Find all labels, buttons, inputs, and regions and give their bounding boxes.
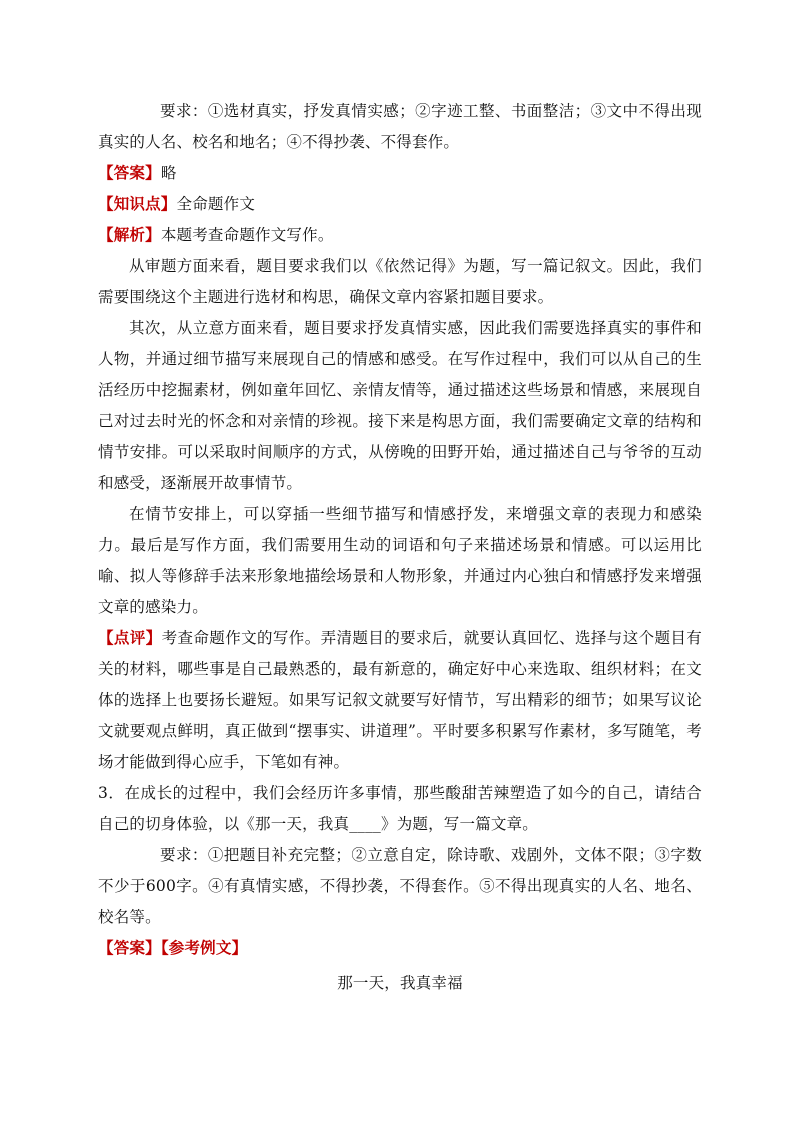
q2-comment (98, 623, 702, 778)
answer-tag: 【答案】 (98, 164, 161, 182)
essay-title: 那一天，我真幸福 (337, 974, 463, 992)
q2-answer (98, 158, 702, 189)
analysis-paragraph-1: 从审题方面来看，题目要求我们以《依然记得》为题，写一篇记叙文。因此，我们需要围绕这个主题进行选材和构思，确保文章内容紧扣题目要求。 (98, 257, 702, 306)
analysis-paragraph-3: 在情节安排上，可以穿插一些细节描写和情感抒发，来增强文章的表现力和感染力。最后是写作方面，我们需要用生动的词语和句子来描述场景和情感。可以运用比喻、拟人等修辞手法来形象地描绘场景和人物形象，并通过内心独白和情感抒发来增强文章的感染力。 (98, 505, 702, 616)
reference-essay-tag: 【参考例文】 (160, 939, 248, 957)
q2-analysis (98, 220, 702, 251)
analysis-paragraph-2: 其次，从立意方面来看，题目要求抒发真情实感，因此我们需要选择真实的事件和人物，并通过细节描写来展现自己的情感和感受。在写作过程中，我们可以从自己的生活经历中挖掘素材，例如童年回忆、亲情友情等，通过描述这些场景和情感，来展现自己对过去时光的怀念和对亲情的珍视。接下来是构思方面，我们需要确定文章的结构和情节安排。可以采取时间顺序的方式，从傍晚的田野开始，通过描述自己与爷爷的互动和感受，逐渐展开故事情节。 (98, 319, 702, 492)
q3-answer (98, 933, 702, 964)
answer-tag: 【答案】 (98, 939, 161, 957)
analysis-tag: 【解析】 (98, 226, 161, 244)
comment-tag: 【点评】 (98, 629, 162, 647)
knowledge-tag: 【知识点】 (98, 195, 177, 213)
q2-knowledge (98, 189, 702, 220)
answer-text: 略 (160, 164, 177, 182)
document-content (98, 96, 702, 999)
comment-text: 考查命题作文的写作。弄清题目的要求后，就要认真回忆、选择与这个题目有关的材料，哪些事是自己最熟悉的，最有新意的，确定好中心来选取、组织材料；在文体的选择上也要扬长避短。如果写记叙文就要写好情节，写出精彩的细节；如果写议论文就要观点鲜明，真正做到“摆事实、讲道理”。平时要多积累写作素材，多写随笔，考场才能做到得心应手，下笔如有神。 (98, 629, 702, 771)
q3-requirements: 要求：①把题目补充完整；②立意自定，除诗歌、戏剧外，文体不限；③字数不少于600字。④有真情实感，不得抄袭，不得套作。⑤不得出现真实的人名、地名、校名等。 (98, 846, 702, 926)
knowledge-text: 全命题作文 (176, 195, 256, 213)
analysis-intro: 本题考查命题作文写作。 (160, 226, 334, 244)
q2-requirements: 要求：①选材真实，抒发真情实感；②字迹工整、书面整洁；③文中不得出现真实的人名、校名和地名；④不得抄袭、不得套作。 (98, 102, 702, 151)
q3-prompt: 3．在成长的过程中，我们会经历许多事情，那些酸甜苦辣塑造了如今的自己，请结合自己的切身体验，以《那一天，我真____》为题，写一篇文章。 (98, 784, 702, 833)
